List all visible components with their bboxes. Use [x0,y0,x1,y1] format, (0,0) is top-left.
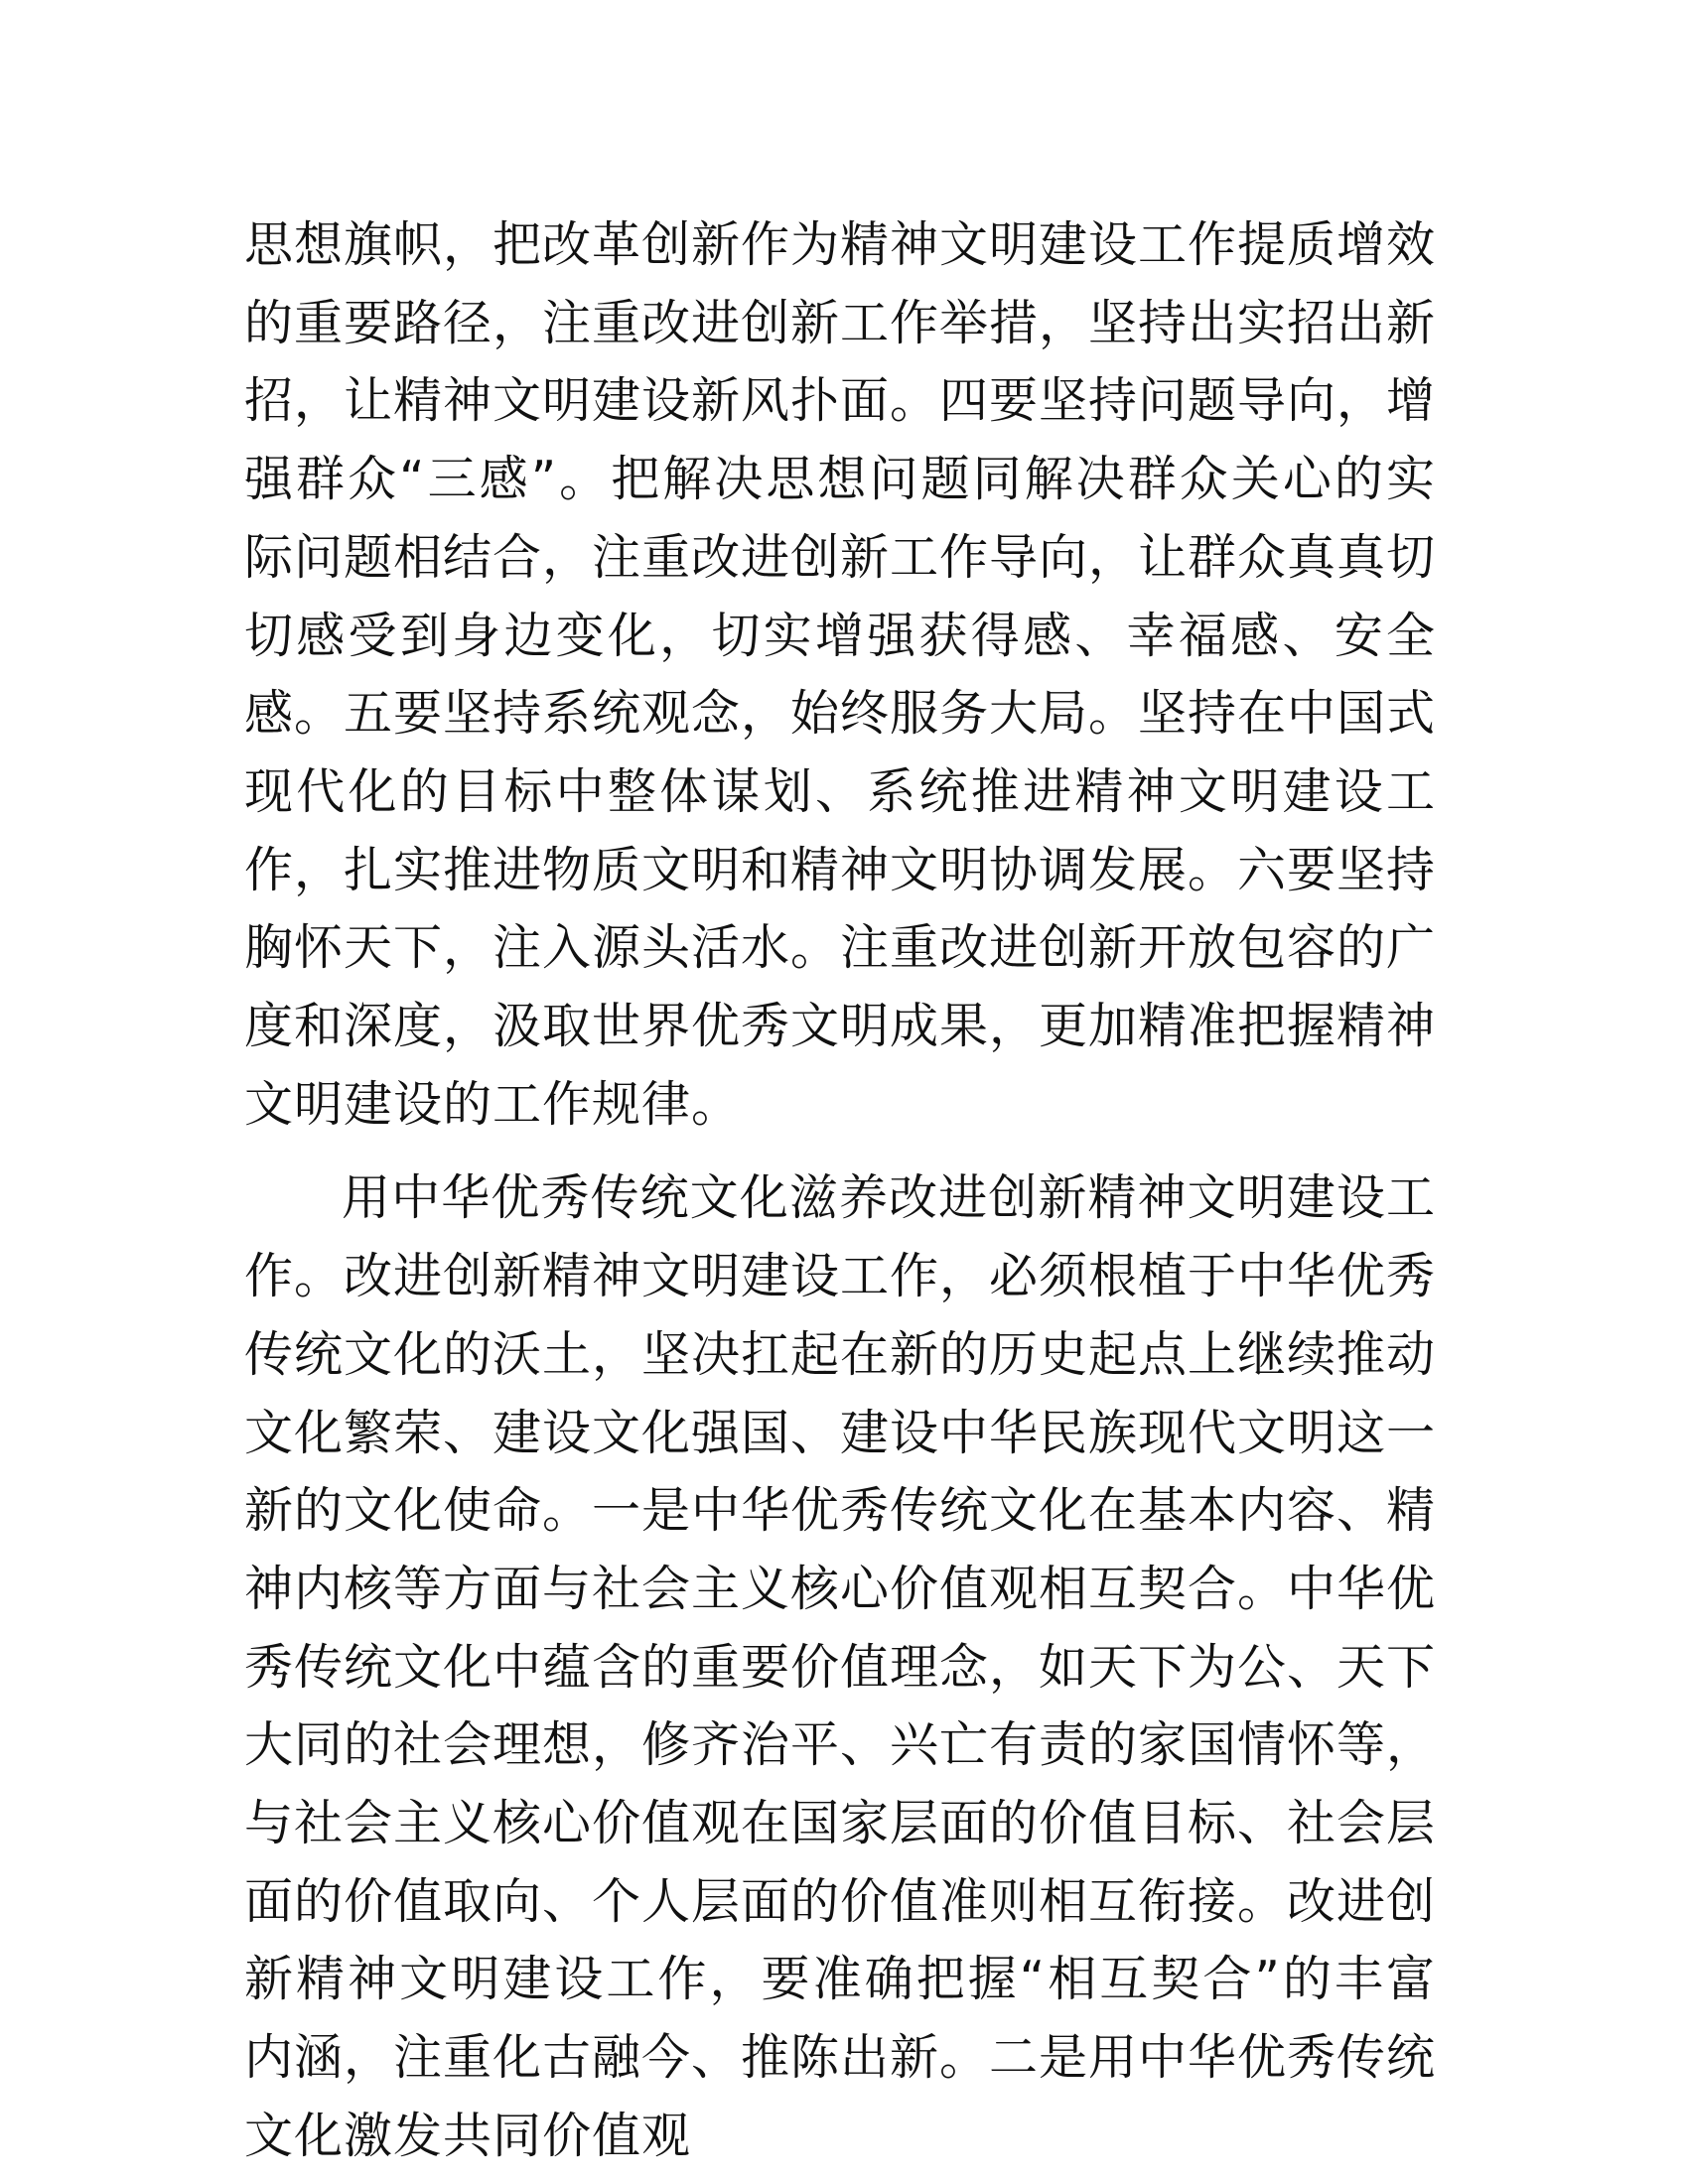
document-body [244,206,1436,2176]
paragraph-traditional-culture: 用中华优秀传统文化滋养改进创新精神文明建设工作。改进创新精神文明建设工作，必须根植于中华优秀传统文化的沃土，坚决扛起在新的历史起点上继续推动文化繁荣、建设文化强国、建设中华民族现代文明这一新的文化使命。一是中华优秀传统文化在基本内容、精神内核等方面与社会主义核心价值观相互契合。中华优秀传统文化中蕴含的重要价值理念，如天下为公、天下大同的社会理想，修齐治平、兴亡有责的家国情怀等，与社会主义核心价值观在国家层面的价值目标、社会层面的价值取向、个人层面的价值准则相互衔接。改进创新精神文明建设工作，要准确把握“相互契合”的丰富内涵，注重化古融今、推陈出新。二是用中华优秀传统文化激发共同价值观 [244,1169,1437,2164]
paragraph-continuation: 思想旗帜，把改革创新作为精神文明建设工作提质增效的重要路径，注重改进创新工作举措，坚持出实招出新招，让精神文明建设新风扑面。四要坚持问题导向，增强群众“三感”。把解决思想问题同解决群众关心的实际问题相结合，注重改进创新工作导向，让群众真真切切感受到身边变化，切实增强获得感、幸福感、安全感。五要坚持系统观念，始终服务大局。坚持在中国式现代化的目标中整体谋划、系统推进精神文明建设工作，扎实推进物质文明和精神文明协调发展。六要坚持胸怀天下，注入源头活水。注重改进创新开放包容的广度和深度，汲取世界优秀文明成果，更加精准把握精神文明建设的工作规律。 [244,216,1437,1133]
